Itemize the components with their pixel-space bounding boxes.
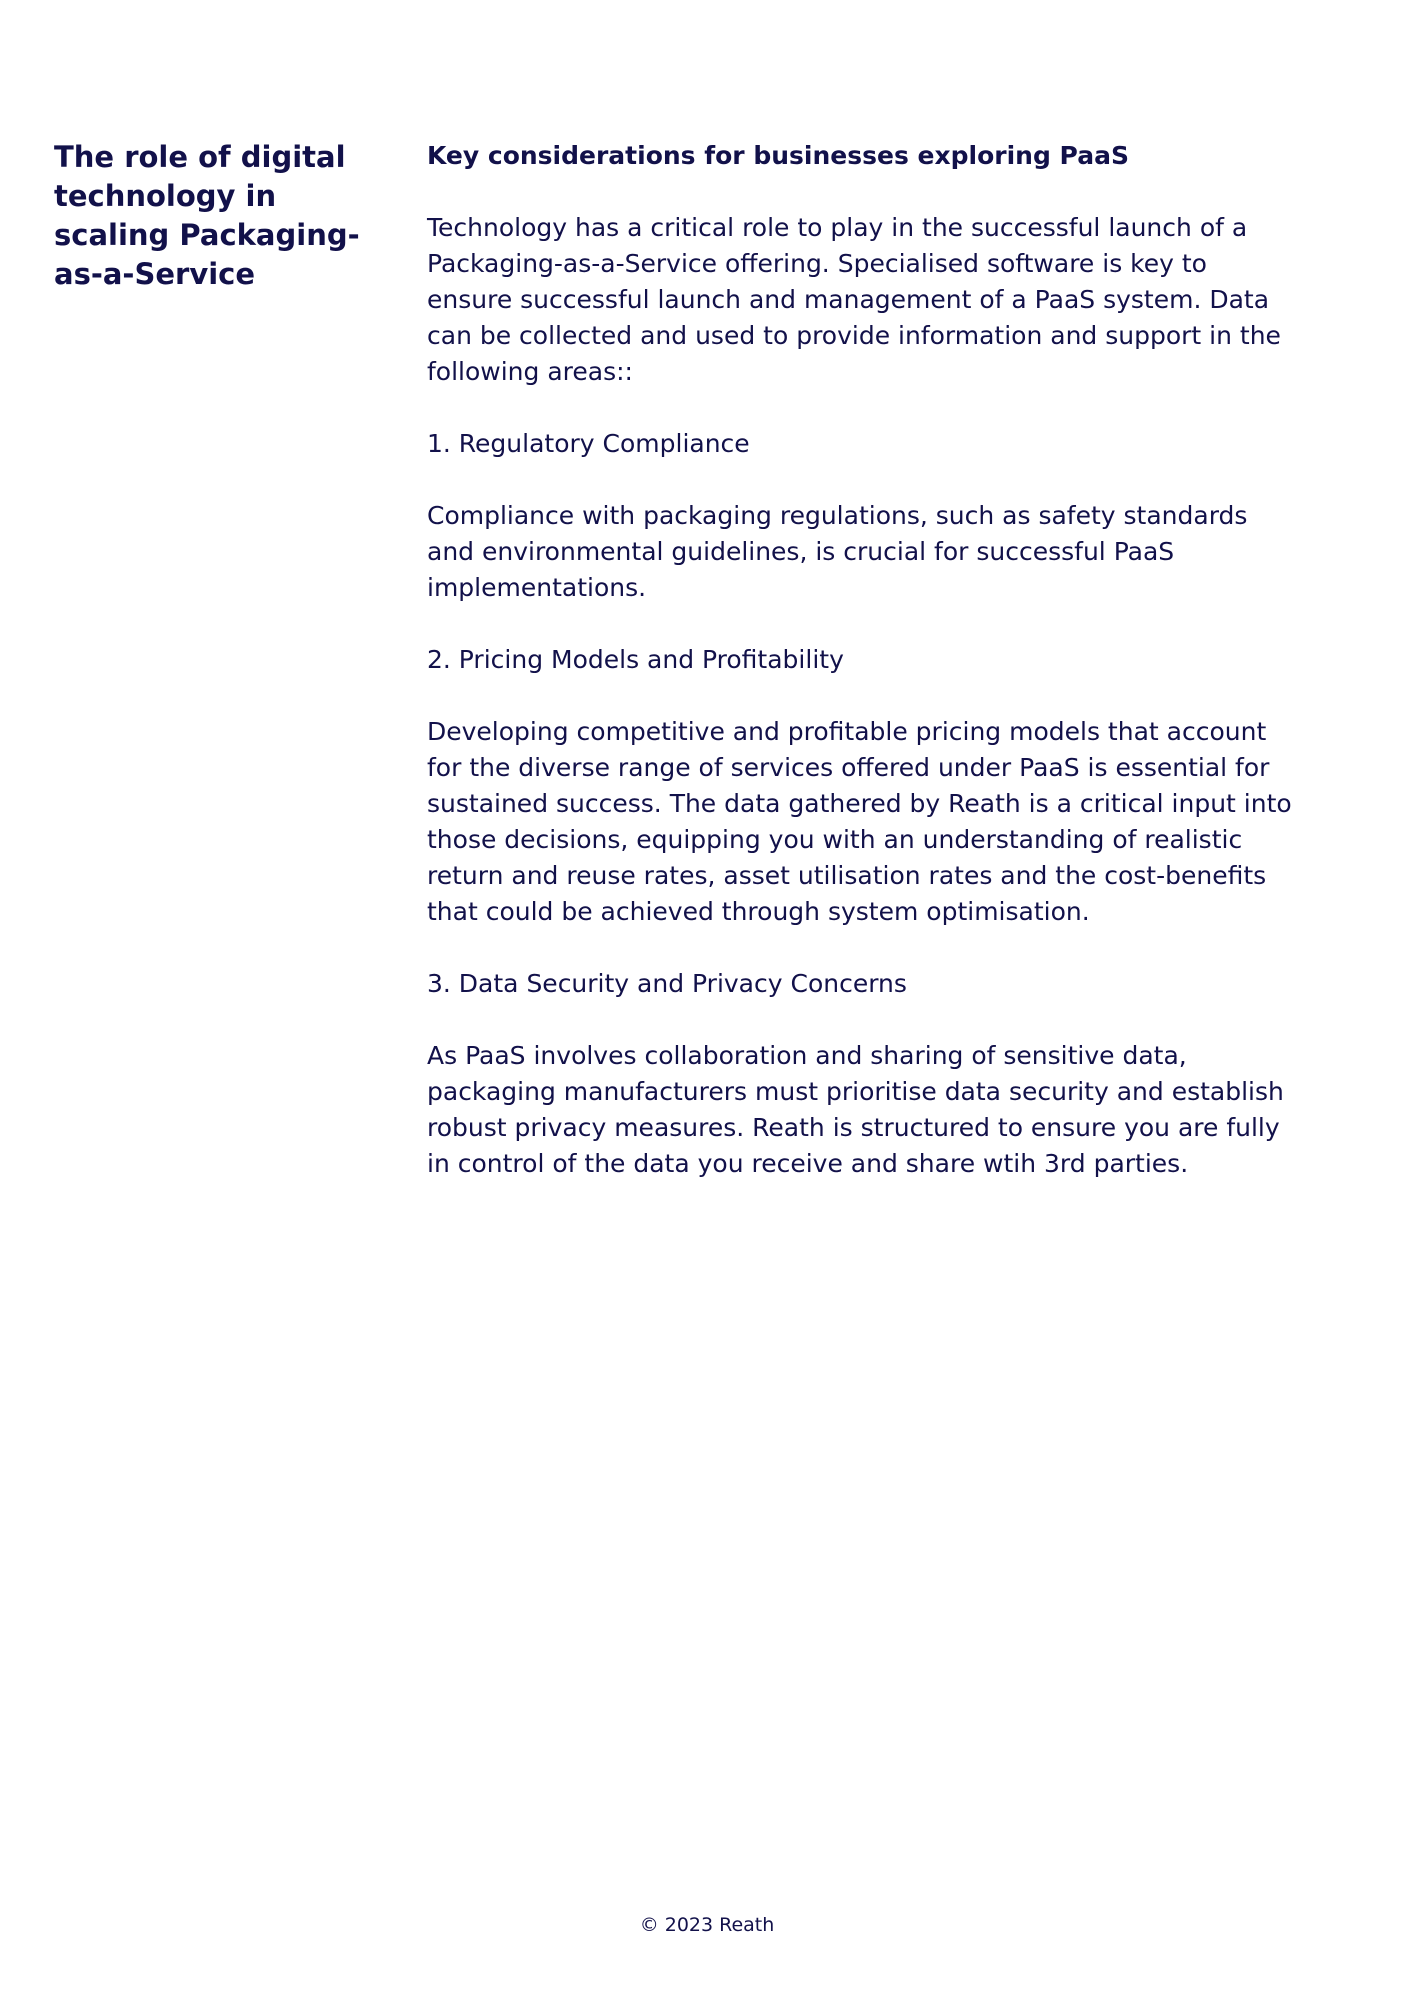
main-content	[427, 138, 1297, 1218]
intro-paragraph: Technology has a critical role to play in the successful launch of a Packaging-as-a-Service offering. Specialised software is key to ensure successful launch and management of a PaaS system. Data can be collected and used to provide information and support in the following areas::	[427, 213, 1281, 386]
section-title-regulatory-compliance: 1. Regulatory Compliance	[427, 429, 750, 458]
section-title-pricing-models: 2. Pricing Models and Profitability	[427, 645, 844, 674]
page-title: The role of digital technology in scaling Packaging-as-a-Service	[54, 140, 360, 291]
section-heading: Key considerations for businesses exploring PaaS	[427, 141, 1129, 170]
section-title-data-security: 3. Data Security and Privacy Concerns	[427, 969, 907, 998]
section-body-pricing-models: Developing competitive and profitable pricing models that account for the diverse range of services offered under PaaS is essential for sustained success. The data gathered by Reath is a critical input into those decisions, equipping you with an understanding of realistic return and reuse rates, asset utilisation rates and the cost-benefits that could be achieved through system optimisation.	[427, 717, 1292, 926]
footer-copyright: © 2023 Reath	[639, 1914, 775, 1936]
section-body-data-security: As PaaS involves collaboration and sharing of sensitive data, packaging manufacturers must prioritise data security and establish robust privacy measures. Reath is structured to ensure you are fully in control of the data you receive and share wtih 3rd parties.	[427, 1041, 1284, 1178]
section-body-regulatory-compliance: Compliance with packaging regulations, such as safety standards and environmental guidelines, is crucial for successful PaaS implementations.	[427, 501, 1248, 602]
